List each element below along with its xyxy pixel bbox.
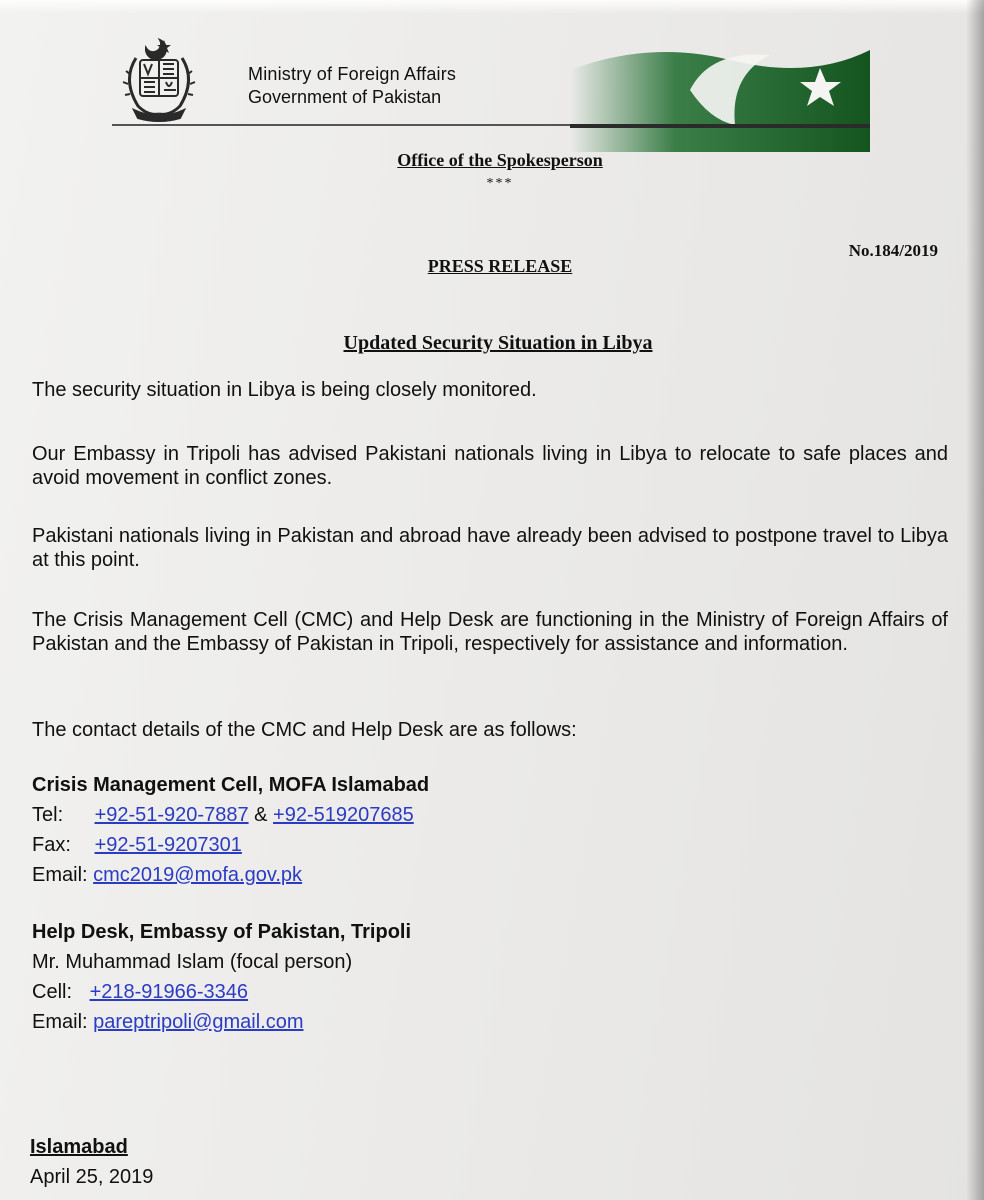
footer-place: Islamabad (30, 1136, 128, 1158)
cmc-tel-link-1[interactable]: +92-51-920-7887 (94, 804, 249, 826)
cmc-tel-link-2[interactable]: +92-519207685 (273, 804, 414, 826)
separator: *** (486, 176, 514, 191)
helpdesk-email-row (32, 1007, 411, 1037)
office-title: Office of the Spokesperson (397, 150, 603, 170)
paper-highlight (0, 0, 984, 14)
paragraph-1: The security situation in Libya is being closely monitored. (32, 379, 537, 401)
footer-date: April 25, 2019 (30, 1166, 154, 1188)
release-title: Updated Security Situation in Libya (343, 332, 653, 354)
cmc-email-row (32, 860, 429, 890)
paragraph-5: The contact details of the CMC and Help Desk are as follows: (32, 719, 577, 741)
paragraph-3: Pakistani nationals living in Pakistan and abroad have already been advised to postpone travel to Libya at this point. (32, 525, 948, 571)
paragraph-2: Our Embassy in Tripoli has advised Pakistani nationals living in Libya to relocate to safe places and avoid movement in conflict zones. (32, 443, 948, 489)
cmc-contact-block (32, 770, 429, 890)
pakistan-flag-banner (570, 30, 870, 152)
government-name: Government of Pakistan (248, 87, 442, 107)
helpdesk-person: Mr. Muhammad Islam (focal person) (32, 951, 353, 973)
press-release-label: PRESS RELEASE (427, 256, 573, 276)
helpdesk-cell-link[interactable]: +218-91966-3346 (89, 981, 249, 1003)
cmc-email-label: Email: (32, 864, 88, 886)
cmc-fax-row (32, 830, 429, 860)
cmc-fax-label: Fax: (32, 834, 71, 856)
cmc-tel-row (32, 800, 429, 830)
helpdesk-cell-label: Cell: (32, 981, 73, 1003)
cmc-tel-separator: & (254, 804, 268, 826)
release-number: No.184/2019 (848, 241, 938, 260)
helpdesk-contact-block (32, 917, 411, 1037)
paragraph-4: The Crisis Management Cell (CMC) and Help Desk are functioning in the Ministry of Foreign Affairs of Pakistan and the Embassy of Pakistan in Tripoli, respectively for assistance and information. (32, 609, 948, 655)
state-emblem-icon (116, 34, 202, 122)
helpdesk-cell-row (32, 977, 411, 1007)
helpdesk-email-label: Email: (32, 1011, 88, 1033)
cmc-email-link[interactable]: cmc2019@mofa.gov.pk (93, 864, 303, 886)
page-edge-shadow (966, 0, 984, 1200)
cmc-heading: Crisis Management Cell, MOFA Islamabad (32, 774, 430, 796)
cmc-fax-link[interactable]: +92-51-9207301 (94, 834, 242, 856)
helpdesk-heading: Help Desk, Embassy of Pakistan, Tripoli (32, 921, 412, 943)
helpdesk-email-link[interactable]: pareptripoli@gmail.com (93, 1011, 304, 1033)
cmc-tel-label: Tel: (32, 804, 64, 826)
ministry-name: Ministry of Foreign Affairs (248, 64, 457, 84)
